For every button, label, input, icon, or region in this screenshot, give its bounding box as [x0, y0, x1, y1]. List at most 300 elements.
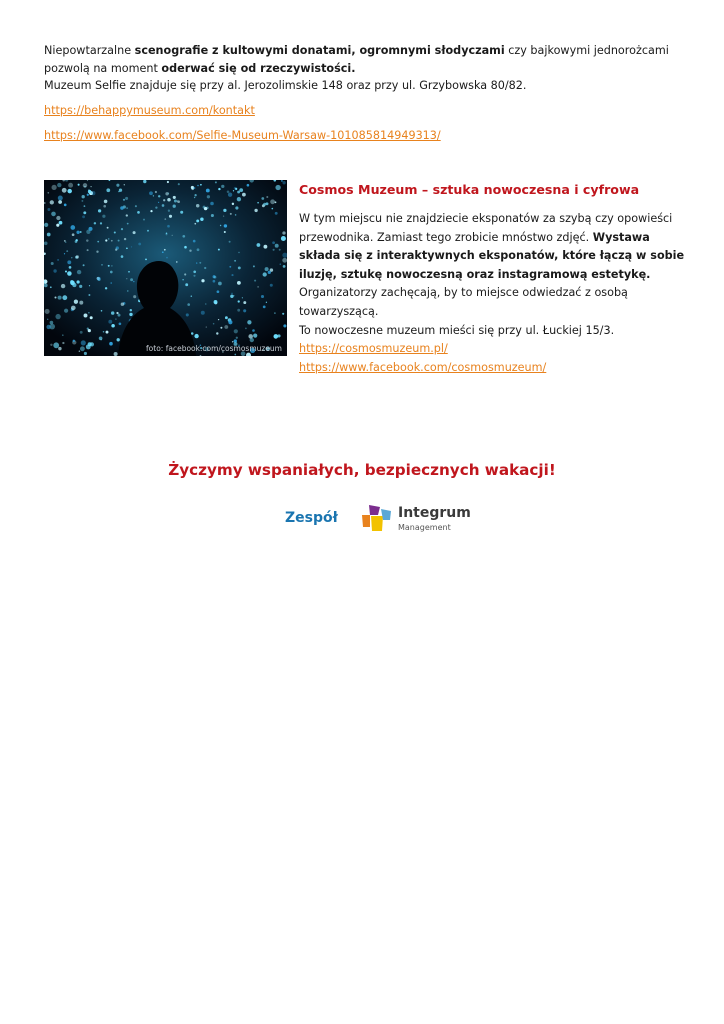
light-point: [247, 184, 250, 187]
light-point: [101, 310, 103, 312]
light-point: [58, 200, 62, 204]
light-point: [167, 181, 169, 183]
light-point: [272, 208, 274, 210]
light-point: [44, 241, 48, 245]
light-point: [230, 213, 232, 215]
light-point: [51, 185, 56, 190]
light-point: [167, 225, 170, 228]
light-point: [238, 252, 239, 253]
light-point: [247, 320, 251, 324]
light-point: [184, 273, 186, 275]
light-point: [76, 255, 79, 258]
light-point: [131, 246, 132, 247]
logo-shape-orange: [362, 515, 370, 527]
light-point: [266, 196, 268, 198]
light-point: [76, 231, 79, 234]
light-point: [193, 270, 196, 273]
light-point: [213, 323, 215, 325]
light-point: [261, 197, 264, 200]
light-point: [186, 313, 189, 316]
intro-bold-2: oderwać się od rzeczywistości.: [161, 61, 356, 75]
light-point: [68, 183, 73, 188]
light-point: [237, 309, 240, 312]
light-point: [114, 231, 116, 233]
integrum-logo: [360, 503, 470, 535]
light-point: [127, 223, 129, 225]
light-point: [129, 313, 132, 316]
logo-shape-purple: [369, 505, 380, 515]
light-point: [78, 184, 80, 186]
light-point: [67, 271, 72, 276]
light-point: [221, 185, 224, 188]
light-point: [201, 279, 204, 282]
light-point: [191, 186, 194, 189]
light-point: [123, 199, 125, 201]
light-point: [265, 267, 269, 271]
light-point: [74, 300, 78, 304]
light-point: [58, 347, 61, 350]
light-point: [81, 340, 86, 345]
light-point: [79, 285, 82, 288]
light-point: [65, 270, 67, 272]
light-point: [282, 231, 285, 234]
cosmos-museum-photo: [44, 180, 287, 356]
light-point: [167, 198, 171, 202]
light-point: [273, 334, 278, 339]
light-point: [133, 231, 136, 234]
light-point: [253, 265, 255, 267]
light-point: [238, 266, 241, 269]
selfie-museum-address: Muzeum Selfie znajduje się przy al. Jerozolimskie 148 oraz przy ul. Grzybowska 80/82.: [44, 79, 527, 92]
light-point: [182, 235, 185, 238]
light-point: [108, 320, 112, 324]
light-point: [189, 249, 191, 251]
light-point: [96, 251, 98, 253]
light-point: [110, 271, 113, 274]
light-point: [64, 240, 66, 242]
light-point: [266, 302, 267, 303]
light-point: [204, 207, 207, 210]
light-point: [234, 354, 236, 356]
cosmos-photo-graphic: [44, 180, 287, 356]
light-point: [196, 204, 199, 207]
light-point: [223, 215, 224, 216]
light-point: [274, 312, 276, 314]
cosmos-facebook-link[interactable]: https://www.facebook.com/cosmosmuzeum/: [299, 360, 547, 374]
light-point: [231, 293, 233, 295]
light-point: [114, 352, 118, 356]
light-point: [45, 309, 50, 314]
light-point: [101, 264, 102, 265]
light-point: [150, 210, 152, 212]
light-point: [88, 312, 89, 313]
light-point: [272, 241, 275, 244]
light-point: [110, 282, 112, 284]
light-point: [86, 239, 88, 241]
light-point: [133, 281, 135, 283]
light-point: [53, 342, 59, 348]
light-point: [193, 275, 195, 277]
light-point: [79, 350, 81, 352]
light-point: [61, 284, 65, 288]
light-point: [214, 276, 217, 279]
light-point: [218, 249, 220, 251]
light-point: [50, 344, 52, 346]
light-point: [97, 277, 101, 281]
light-point: [47, 192, 49, 194]
cosmos-address: To nowoczesne muzeum mieści się przy ul. Łuckiej 15/3.: [299, 323, 615, 337]
light-point: [80, 231, 82, 233]
light-point: [51, 262, 54, 265]
light-point: [126, 278, 127, 279]
light-point: [88, 227, 92, 231]
light-point: [237, 197, 241, 201]
light-point: [235, 214, 237, 216]
light-point: [158, 195, 160, 197]
light-point: [257, 243, 261, 247]
light-point: [227, 190, 230, 193]
light-point: [169, 215, 172, 218]
light-point: [79, 301, 83, 305]
light-point: [56, 224, 59, 227]
light-point: [168, 210, 170, 212]
light-point: [119, 322, 122, 325]
light-point: [64, 204, 67, 207]
light-point: [158, 202, 159, 203]
light-point: [184, 246, 187, 249]
light-point: [242, 297, 243, 298]
light-point: [200, 218, 203, 221]
light-point: [126, 214, 128, 216]
light-point: [173, 196, 176, 199]
light-point: [51, 212, 56, 217]
photo-credit: foto: facebook.com/cosmosmuzeum: [146, 344, 282, 353]
light-point: [119, 189, 122, 192]
light-point: [90, 186, 91, 187]
light-point: [194, 197, 195, 198]
light-point: [62, 342, 64, 344]
light-point: [57, 183, 61, 187]
light-point: [125, 197, 128, 200]
light-point: [266, 202, 269, 205]
light-point: [196, 262, 197, 263]
light-point: [193, 240, 196, 243]
light-point: [233, 190, 234, 191]
light-point: [211, 214, 214, 217]
light-point: [99, 336, 103, 340]
light-point: [194, 334, 198, 338]
light-point: [250, 338, 254, 342]
light-point: [263, 272, 267, 276]
light-point: [194, 223, 196, 225]
light-point: [253, 333, 257, 337]
light-point: [128, 271, 130, 273]
light-point: [273, 249, 275, 251]
light-point: [111, 311, 114, 314]
light-point: [155, 191, 157, 193]
light-point: [239, 188, 243, 192]
light-point: [120, 206, 124, 210]
light-point: [106, 188, 110, 192]
light-point: [88, 190, 91, 193]
light-point: [89, 285, 90, 286]
light-point: [124, 184, 125, 185]
light-point: [100, 222, 102, 224]
light-point: [283, 324, 286, 327]
light-point: [281, 236, 286, 241]
light-point: [69, 266, 72, 269]
light-point: [216, 332, 218, 334]
light-point: [243, 309, 246, 312]
light-point: [213, 280, 216, 283]
light-point: [275, 185, 280, 190]
light-point: [220, 225, 221, 226]
light-point: [282, 313, 284, 315]
light-point: [199, 262, 201, 264]
holiday-wishes: Życzymy wspaniałych, bezpiecznych wakacji!: [168, 461, 556, 479]
light-point: [70, 225, 75, 230]
light-point: [237, 281, 241, 285]
light-point: [174, 200, 177, 203]
light-point: [72, 233, 75, 236]
light-point: [275, 201, 277, 203]
light-point: [121, 302, 124, 305]
light-point: [67, 189, 71, 193]
light-point: [50, 286, 52, 288]
light-point: [254, 209, 257, 212]
intro-text-2: czy bajkowymi jednorożcami pozwolą na moment: [44, 44, 669, 75]
light-point: [62, 188, 67, 193]
light-point: [59, 221, 63, 225]
light-point: [108, 265, 110, 267]
light-point: [116, 184, 119, 187]
light-point: [50, 200, 54, 204]
light-point: [76, 280, 79, 283]
light-point: [231, 274, 233, 276]
light-point: [283, 265, 286, 268]
light-point: [106, 331, 109, 334]
light-point: [270, 284, 273, 287]
light-point: [275, 244, 279, 248]
light-point: [207, 195, 210, 198]
light-point: [218, 319, 219, 320]
logo-name: Integrum: [398, 505, 471, 521]
light-point: [282, 181, 285, 184]
light-point: [83, 183, 88, 188]
light-point: [135, 205, 137, 207]
light-point: [280, 263, 282, 265]
light-point: [98, 209, 101, 212]
light-point: [232, 203, 234, 205]
light-point: [193, 187, 195, 189]
light-point: [109, 342, 113, 346]
light-point: [64, 309, 68, 313]
light-point: [155, 206, 157, 208]
light-point: [224, 231, 226, 233]
light-point: [225, 316, 228, 319]
light-point: [166, 233, 168, 235]
light-point: [111, 265, 112, 266]
light-point: [83, 211, 86, 214]
light-point: [111, 324, 115, 328]
light-point: [90, 316, 93, 319]
light-point: [185, 283, 188, 286]
light-point: [102, 215, 105, 218]
light-point: [143, 219, 145, 221]
cosmos-description: [299, 210, 694, 377]
light-point: [127, 290, 128, 291]
light-point: [228, 193, 232, 197]
light-point: [257, 286, 259, 288]
light-point: [103, 331, 105, 333]
light-point: [103, 205, 106, 208]
light-point: [205, 303, 206, 304]
light-point: [81, 200, 83, 202]
light-point: [118, 314, 121, 317]
light-point: [84, 314, 88, 318]
light-point: [145, 259, 147, 261]
light-point: [115, 249, 117, 251]
light-point: [196, 219, 199, 222]
light-point: [133, 295, 136, 298]
light-point: [270, 199, 275, 204]
light-point: [194, 194, 196, 196]
light-point: [236, 337, 238, 339]
light-point: [197, 185, 199, 187]
light-point: [64, 253, 65, 254]
light-point: [162, 251, 164, 253]
light-point: [263, 245, 267, 249]
light-point: [204, 267, 206, 269]
light-point: [229, 241, 231, 243]
light-point: [47, 233, 51, 237]
light-point: [224, 325, 228, 329]
light-point: [210, 202, 214, 206]
light-point: [261, 295, 264, 298]
light-point: [217, 290, 220, 293]
light-point: [149, 191, 153, 195]
light-point: [97, 241, 99, 243]
light-point: [201, 311, 205, 315]
light-point: [164, 249, 166, 251]
light-point: [197, 248, 200, 251]
light-point: [126, 207, 128, 209]
light-point: [82, 195, 85, 198]
light-point: [58, 296, 62, 300]
light-point: [77, 270, 81, 274]
cosmos-text-2: Organizatorzy zachęcają, by to miejsce odwiedzać z osobą towarzyszącą.: [299, 286, 628, 318]
light-point: [105, 239, 107, 241]
light-point: [206, 189, 210, 193]
light-point: [215, 181, 217, 183]
light-point: [58, 196, 63, 201]
light-point: [200, 184, 202, 186]
light-point: [46, 325, 50, 329]
light-point: [206, 326, 207, 327]
light-point: [56, 216, 60, 220]
light-point: [47, 208, 50, 211]
light-point: [66, 250, 68, 252]
light-point: [254, 280, 256, 282]
light-point: [147, 230, 149, 232]
light-point: [235, 188, 237, 190]
light-point: [62, 334, 64, 336]
light-point: [126, 247, 128, 249]
light-point: [172, 235, 173, 236]
cosmos-bold: Wystawa składa się z interaktywnych eksponatów, które łączą w sobie iluzję, sztukę nowoczesną oraz instagramową estetykę.: [299, 230, 685, 281]
light-point: [138, 243, 141, 246]
cosmos-heading: Cosmos Muzeum – sztuka nowoczesna i cyfrowa: [299, 182, 640, 197]
cosmos-website-link[interactable]: https://cosmosmuzeum.pl/: [299, 342, 448, 356]
light-point: [218, 188, 220, 190]
light-point: [84, 205, 86, 207]
light-point: [88, 294, 90, 296]
light-point: [220, 327, 222, 329]
selfie-museum-facebook-link[interactable]: https://www.facebook.com/Selfie-Museum-Warsaw-101085814949313/: [44, 129, 441, 142]
light-point: [130, 278, 133, 281]
light-point: [118, 240, 120, 242]
light-point: [214, 300, 218, 304]
light-point: [268, 271, 271, 274]
light-point: [108, 238, 110, 240]
light-point: [166, 257, 168, 259]
light-point: [54, 296, 56, 298]
light-point: [91, 191, 95, 195]
light-point: [153, 195, 154, 196]
light-point: [57, 259, 59, 261]
light-point: [224, 224, 227, 227]
light-point: [80, 346, 85, 351]
light-point: [94, 222, 96, 224]
light-point: [234, 329, 238, 333]
light-point: [53, 269, 56, 272]
light-point: [229, 266, 231, 268]
behappymuseum-link[interactable]: https://behappymuseum.com/kontakt: [44, 104, 255, 117]
light-point: [117, 338, 120, 341]
light-point: [242, 193, 246, 197]
light-point: [76, 239, 78, 241]
light-point: [178, 183, 180, 185]
light-point: [238, 300, 240, 302]
light-point: [82, 215, 85, 218]
light-point: [124, 238, 126, 240]
light-point: [176, 200, 178, 202]
light-point: [234, 260, 236, 262]
light-point: [164, 218, 166, 220]
light-point: [71, 257, 72, 258]
light-point: [50, 321, 54, 325]
selfie-museum-description: [44, 42, 689, 95]
light-point: [62, 295, 67, 300]
light-point: [105, 287, 107, 289]
logo-subtitle: Management: [398, 523, 451, 532]
light-point: [87, 194, 89, 196]
light-point: [86, 344, 91, 349]
cosmos-text-1: W tym miejscu nie znajdziecie eksponatów za szybą czy opowieści przewodnika. Zamiast tego zrobicie mnóstwo zdjęć.: [299, 212, 673, 244]
light-point: [116, 312, 118, 314]
light-point: [80, 331, 83, 334]
light-point: [228, 320, 232, 324]
logo-shape-yellow: [371, 516, 383, 531]
intro-text-1: Niepowtarzalne: [44, 44, 135, 57]
integrum-logo-icon: [360, 503, 394, 535]
light-point: [71, 306, 76, 311]
light-point: [130, 309, 132, 311]
light-point: [55, 314, 60, 319]
light-point: [115, 318, 117, 320]
light-point: [230, 295, 233, 298]
team-label: Zespół: [285, 510, 338, 526]
